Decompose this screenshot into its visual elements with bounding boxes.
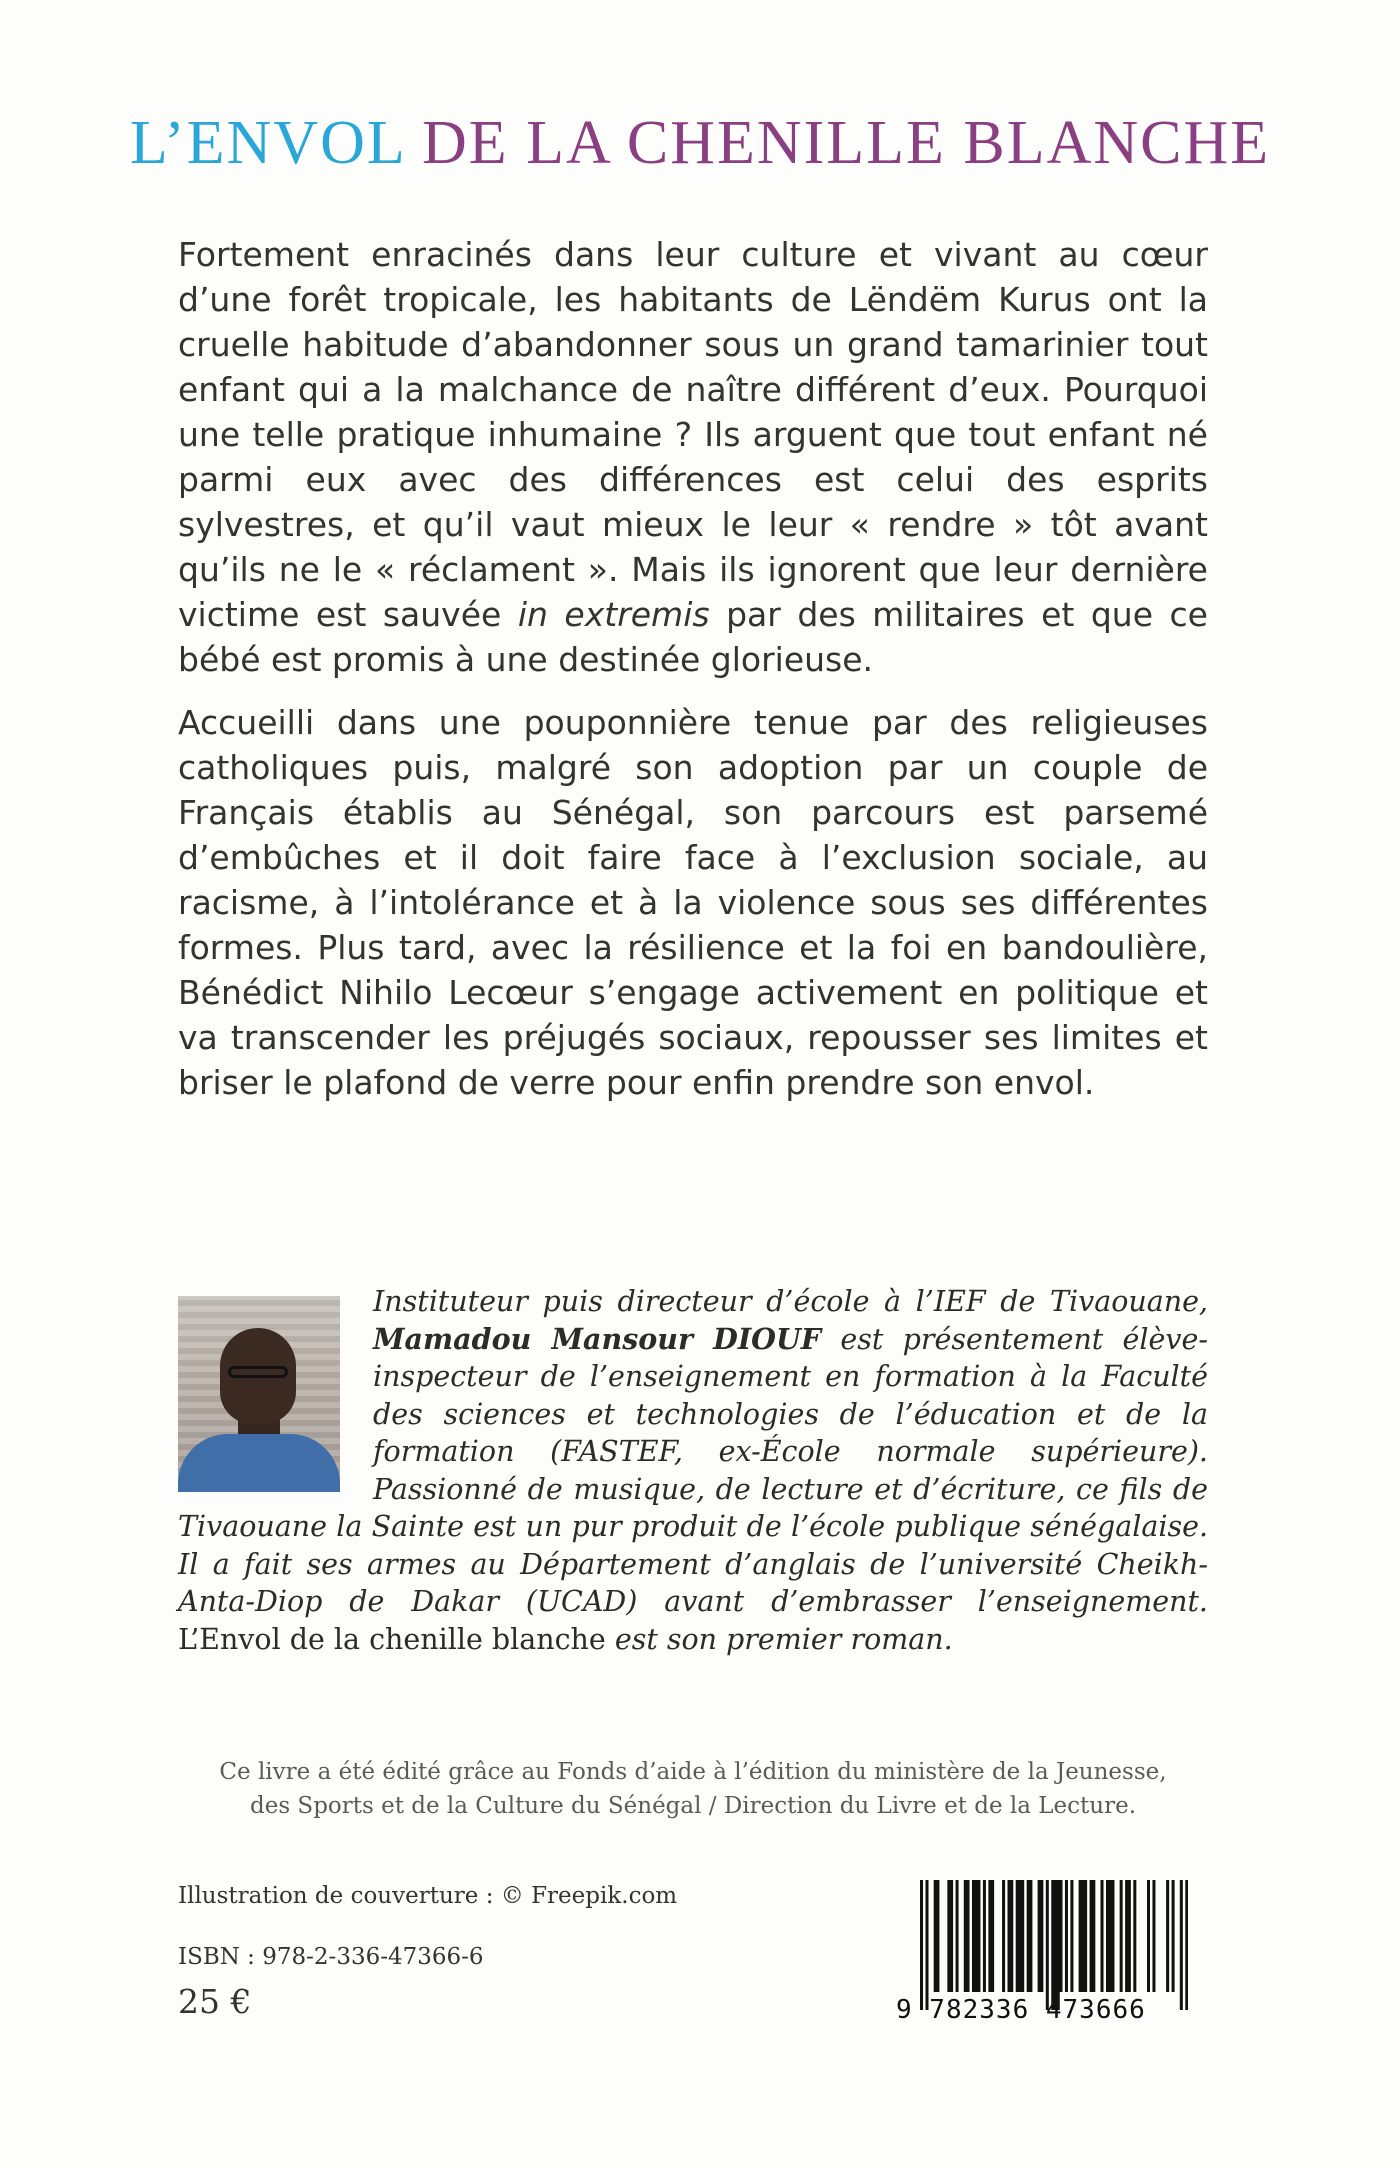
barcode-bar [1084, 1880, 1087, 1992]
barcode-bar [934, 1880, 937, 1992]
bio-book-title: L’Envol de la chenille blanche [178, 1622, 606, 1656]
barcode-bar [1008, 1880, 1011, 1992]
barcode-bar [1046, 1880, 1049, 2010]
barcode-bar [1092, 1880, 1095, 1992]
funding-credit-line2: des Sports et de la Culture du Sénégal / Direction du Livre et de la Lecture. [249, 1793, 1137, 1819]
barcode-bar [1029, 1880, 1032, 1992]
synopsis-p1-italic: in extremis [517, 595, 710, 634]
synopsis [178, 232, 1208, 1123]
author-bio [178, 1283, 1208, 1658]
barcode-bar [964, 1880, 967, 1992]
barcode-bar [1070, 1880, 1073, 1992]
barcode-bar [1147, 1880, 1150, 1992]
barcode-bar [1125, 1880, 1128, 1992]
barcode-bar [1057, 1880, 1060, 2010]
barcode-bar [1016, 1880, 1019, 1992]
barcode-bar [966, 1880, 969, 1992]
barcode-bar [977, 1880, 980, 1992]
synopsis-paragraph-2: Accueilli dans une pouponnière tenue par des religieuses catholiques puis, malgré son adoption par un couple de Français établis au Sénégal, son parcours est parsemé d’embûches et il doit faire face à l’exclusion sociale, au racisme, à l’intolérance et à la violence sous ses différentes formes. Plus tard, avec la résilience et la foi en bandoulière, Bénédict Nihilo Lecœur s’engage activement en politique et va transcender les préjugés sociaux, repousser ses limites et briser le plafond de verre pour enfin prendre son envol. [178, 703, 1208, 1102]
barcode-bar [925, 1880, 928, 2010]
barcode-bar [988, 1880, 991, 1992]
barcode-bar [1059, 1880, 1062, 1992]
barcode-bar [991, 1880, 994, 1992]
barcode [920, 1880, 1188, 2010]
book-title [0, 108, 1400, 178]
barcode-bar [1054, 1880, 1057, 2010]
barcode-bar [1021, 1880, 1024, 1992]
barcode-bar [1166, 1880, 1169, 1992]
author-name: Mamadou Mansour DIOUF [373, 1321, 822, 1356]
barcode-bar [1100, 1880, 1103, 1992]
funding-credit-line1: Ce livre a été édité grâce au Fonds d’aide à l’édition du ministère de la Jeunesse, [219, 1759, 1167, 1785]
barcode-bar [1133, 1880, 1136, 1992]
isbn: ISBN : 978-2-336-47366-6 [178, 1944, 484, 1970]
barcode-bar [1079, 1880, 1082, 1992]
barcode-bar [1185, 1880, 1188, 2010]
barcode-bar [1090, 1880, 1093, 1992]
barcode-bar [1027, 1880, 1030, 1992]
barcode-bar [1109, 1880, 1112, 1992]
barcode-bar [1152, 1880, 1155, 1992]
synopsis-paragraph-1 [178, 232, 1208, 682]
barcode-bar [1010, 1880, 1013, 1992]
price: 25 € [178, 1982, 252, 2021]
barcode-bar [1172, 1880, 1175, 1992]
synopsis-p1-text: Fortement enracinés dans leur culture et vivant au cœur d’une forêt tropicale, les habitants de Lëndëm Kurus ont la cruelle habitude d’abandonner sous un grand tamarinier tout enfant qui a la malchance de naître différent d’eux. Pourquoi une telle pratique inhumaine ? Ils arguent que tout enfant né parmi eux avec des différences est celui des esprits sylvestres, et qu’il vaut mieux le leur « rendre » tôt avant qu’ils ne le « réclament ». Mais ils ignorent que leur dernière victime est sauvée [178, 235, 1208, 634]
synopsis-p1-end: par des militaires et que ce bébé est promis à une destinée glorieuse. [178, 595, 1208, 679]
barcode-bar [972, 1880, 975, 1992]
barcode-bar [950, 1880, 953, 1992]
barcode-bar [1002, 1880, 1005, 1992]
barcode-bar [1051, 1880, 1054, 2010]
barcode-bar [975, 1880, 978, 1992]
bio-ending: est son premier roman. [605, 1622, 953, 1656]
bio-body: est présentement élève-inspecteur de l’enseignement en formation à la Faculté des sciences et technologies de l’éducation et de la formation (FASTEF, ex-École normale supérieure). Passionné de musique, de lecture et d’écriture, ce fils de Tivaouane la Sainte est un pur produit de l’école publique sénégalaise. Il a fait ses armes au Département d’anglais de l’université Cheikh-Anta-Diop de Dakar (UCAD) avant d’embrasser l’enseignement. [178, 1322, 1208, 1618]
barcode-bar [1111, 1880, 1114, 1992]
bio-intro: Instituteur puis directeur d’école à l’IEF de Tivaouane, [373, 1285, 1208, 1318]
barcode-bar [1018, 1880, 1021, 1992]
barcode-digits: 9 782336 473666 [896, 1995, 1146, 2025]
funding-credit [178, 1755, 1208, 1823]
illustration-credit: Illustration de couverture : © Freepik.com [178, 1883, 678, 1909]
barcode-bar [1180, 1880, 1183, 2010]
barcode-bar [1040, 1880, 1043, 1992]
barcode-bar [1106, 1880, 1109, 1992]
book-title-part2: DE LA CHENILLE BLANCHE [421, 109, 1271, 177]
barcode-bar [983, 1880, 986, 1992]
barcode-bar [1065, 1880, 1068, 1992]
barcode-bar [1081, 1880, 1084, 1992]
barcode-bar [1128, 1880, 1131, 1992]
barcode-bar [936, 1880, 939, 1992]
barcode-bar [1120, 1880, 1123, 1992]
barcode-bar [947, 1880, 950, 1992]
book-title-part1: L’ENVOL [129, 109, 405, 177]
barcode-bar [956, 1880, 959, 1992]
barcode-bar [920, 1880, 923, 2010]
barcode-bar [1038, 1880, 1041, 1992]
